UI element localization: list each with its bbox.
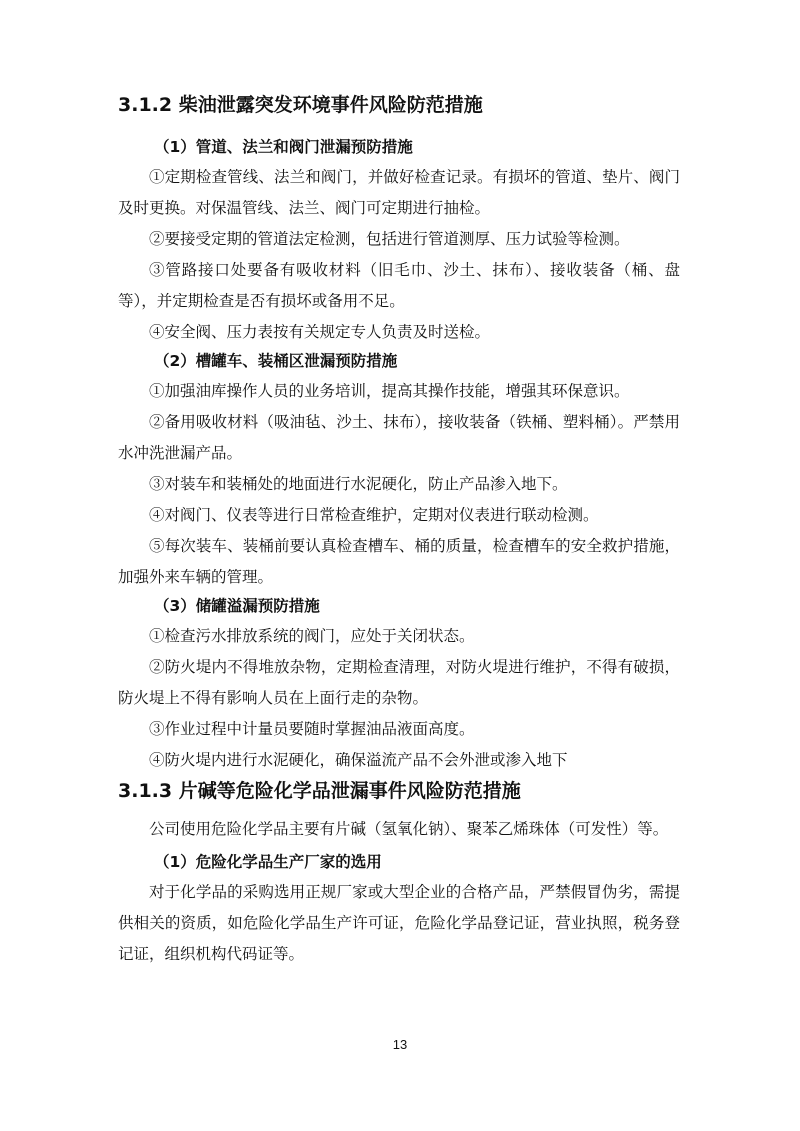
paragraph: ③对装车和装桶处的地面进行水泥硬化，防止产品渗入地下。 [149,475,568,493]
paragraph: ③管路接口处要备有吸收材料（旧毛巾、沙土、抹布）、接收装备（桶、盘等），并定期检查是否有损坏或备用不足。 [118,261,680,310]
paragraph: ④对阀门、仪表等进行日常检查维护，定期对仪表进行联动检测。 [149,506,599,524]
paragraph: ④安全阀、压力表按有关规定专人负责及时送检。 [149,323,491,341]
page-number: 13 [392,1037,408,1052]
paragraph: ①加强油库操作人员的业务培训，提高其操作技能，增强其环保意识。 [149,382,630,400]
paragraph: ②防火堤内不得堆放杂物，定期检查清理，对防火堤进行维护，不得有破损，防火堤上不得有影响人员在上面行走的杂物。 [118,658,680,707]
paragraph: 公司使用危险化学品主要有片碱（氢氧化钠）、聚苯乙烯珠体（可发性）等。 [149,820,669,838]
paragraph: ①定期检查管线、法兰和阀门，并做好检查记录。有损坏的管道、垫片、阀门及时更换。对保温管线、法兰、阀门可定期进行抽检。 [118,168,680,217]
paragraph: ②备用吸收材料（吸油毡、沙土、抹布），接收装备（铁桶、塑料桶）。严禁用水冲洗泄漏产品。 [118,413,680,462]
section-heading-3-1-3: 3.1.3 片碱等危险化学品泄漏事件风险防范措施 [118,780,521,802]
subheading-pipeline-leak: （1）管道、法兰和阀门泄漏预防措施 [154,138,413,156]
paragraph: ①检查污水排放系统的阀门，应处于关闭状态。 [149,627,475,645]
paragraph: 对于化学品的采购选用正规厂家或大型企业的合格产品，严禁假冒伪劣，需提供相关的资质，如危险化学品生产许可证，危险化学品登记证，营业执照，税务登记证，组织机构代码证等。 [118,883,680,963]
subheading-manufacturer-selection: （1）危险化学品生产厂家的选用 [154,853,382,871]
paragraph: ④防火堤内进行水泥硬化，确保溢流产品不会外泄或渗入地下 [149,751,568,769]
paragraph: ②要接受定期的管道法定检测，包括进行管道测厚、压力试验等检测。 [149,230,630,248]
section-heading-3-1-2: 3.1.2 柴油泄露突发环境事件风险防范措施 [118,94,483,116]
paragraph: ③作业过程中计量员要随时掌握油品液面高度。 [149,720,475,738]
subheading-tanker-barrel-leak: （2）槽罐车、装桶区泄漏预防措施 [154,352,398,370]
subheading-tank-overflow: （3）储罐溢漏预防措施 [154,597,320,615]
document-page [118,92,680,970]
paragraph: ⑤每次装车、装桶前要认真检查槽车、桶的质量，检查槽车的安全救护措施，加强外来车辆的管理。 [118,537,680,586]
